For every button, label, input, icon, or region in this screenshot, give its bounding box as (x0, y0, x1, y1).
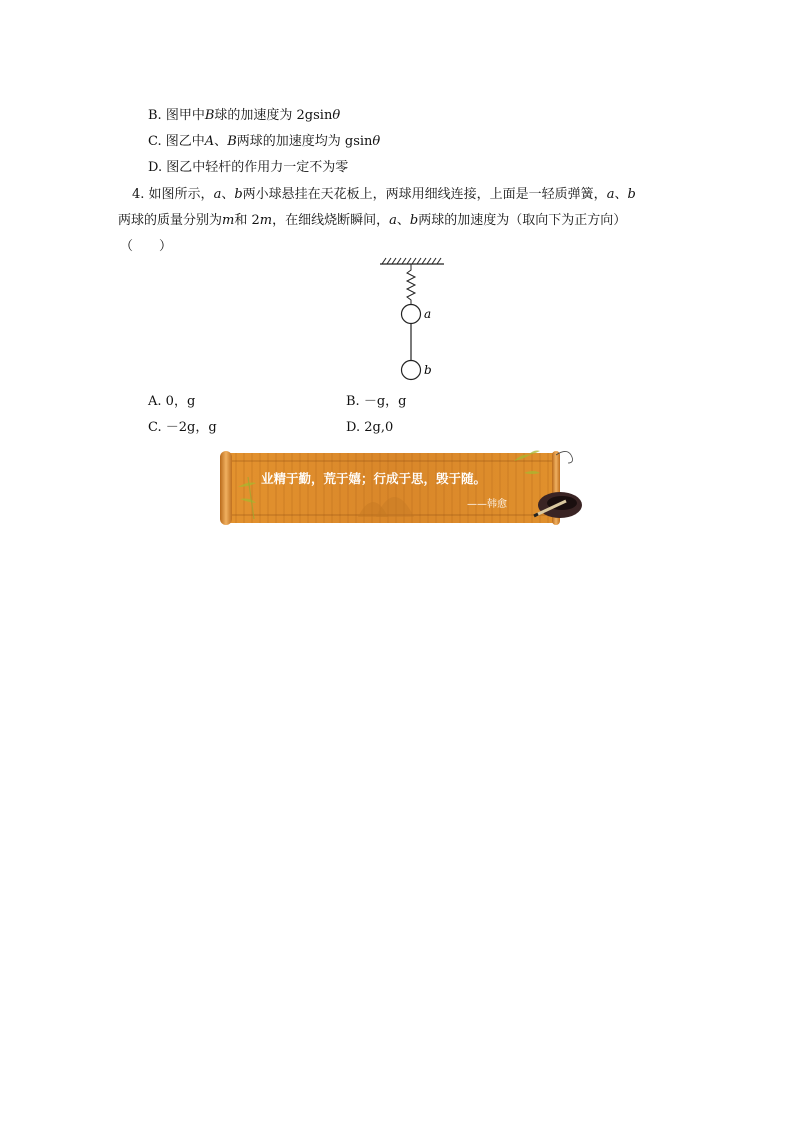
question-text: 两球的质量分别为 (118, 213, 223, 228)
choice-value: 0，g (165, 394, 196, 409)
bamboo-scroll-graphic (218, 447, 588, 527)
option-label: C. (148, 134, 162, 149)
var-B: B (204, 108, 215, 123)
choice-a (148, 393, 195, 411)
var-a: a (606, 187, 615, 202)
question-text: ，在细线烧断瞬间， (272, 213, 390, 228)
choice-label: C. (148, 420, 162, 435)
option-text-post: 两球的加速度均为 gsin (236, 134, 373, 149)
spring-balls-figure (378, 256, 458, 384)
var-b: b (234, 187, 243, 202)
choice-d (346, 419, 393, 437)
var-b: b (409, 213, 419, 228)
answer-paren: （ ） (120, 239, 173, 254)
var-m: m (222, 213, 235, 228)
option-text-post: 球的加速度为 2gsin (214, 108, 333, 123)
theta-symbol: θ (372, 134, 381, 149)
choice-c (148, 419, 217, 437)
choice-label: D. (346, 420, 361, 435)
option-label: B. (148, 108, 162, 123)
question-text: 两球的加速度为（取向下为正方向） (418, 213, 627, 228)
var-B: B (227, 134, 237, 149)
choice-label: A. (148, 394, 162, 409)
question-4-line-1 (132, 186, 636, 204)
theta-symbol: θ (332, 108, 341, 123)
separator: 、 (221, 187, 235, 202)
option-c-prev (148, 133, 380, 151)
option-b-prev (148, 107, 340, 125)
motto-author: ——韩愈 (467, 499, 507, 510)
choice-value: 2g,0 (364, 420, 394, 435)
motto-banner (218, 447, 588, 527)
ceiling (380, 258, 444, 264)
var-b: b (627, 187, 636, 202)
choice-value: －2g，g (165, 420, 217, 435)
choice-value: －g，g (363, 394, 407, 409)
label-b: b (424, 363, 432, 377)
option-label: D. (148, 160, 163, 175)
option-text-pre: 图甲中 (165, 108, 205, 123)
option-text-pre: 图乙中 (165, 134, 205, 149)
separator: 、 (214, 134, 228, 149)
question-number: 4. (132, 187, 145, 202)
question-4-line-2 (118, 212, 626, 230)
ball-a (402, 305, 421, 324)
spring (407, 264, 415, 304)
choice-b (346, 393, 406, 411)
separator: 、 (614, 187, 628, 202)
question-text: 如图所示， (148, 187, 214, 202)
motto-quote: 业精于勤，荒于嬉；行成于思，毁于随。 (261, 471, 487, 486)
separator: 、 (396, 213, 410, 228)
ball-b (402, 361, 421, 380)
option-d-prev (148, 159, 348, 177)
var-a: a (389, 213, 397, 228)
var-m: m (259, 213, 273, 228)
var-a: a (213, 187, 222, 202)
option-text: 图乙中轻杆的作用力一定不为零 (166, 160, 349, 175)
label-a: a (424, 307, 432, 321)
choice-label: B. (346, 394, 360, 409)
question-text: 和 2 (234, 213, 260, 228)
var-A: A (204, 134, 215, 149)
question-text: 两小球悬挂在天花板上，两球用细线连接，上面是一轻质弹簧， (242, 187, 607, 202)
